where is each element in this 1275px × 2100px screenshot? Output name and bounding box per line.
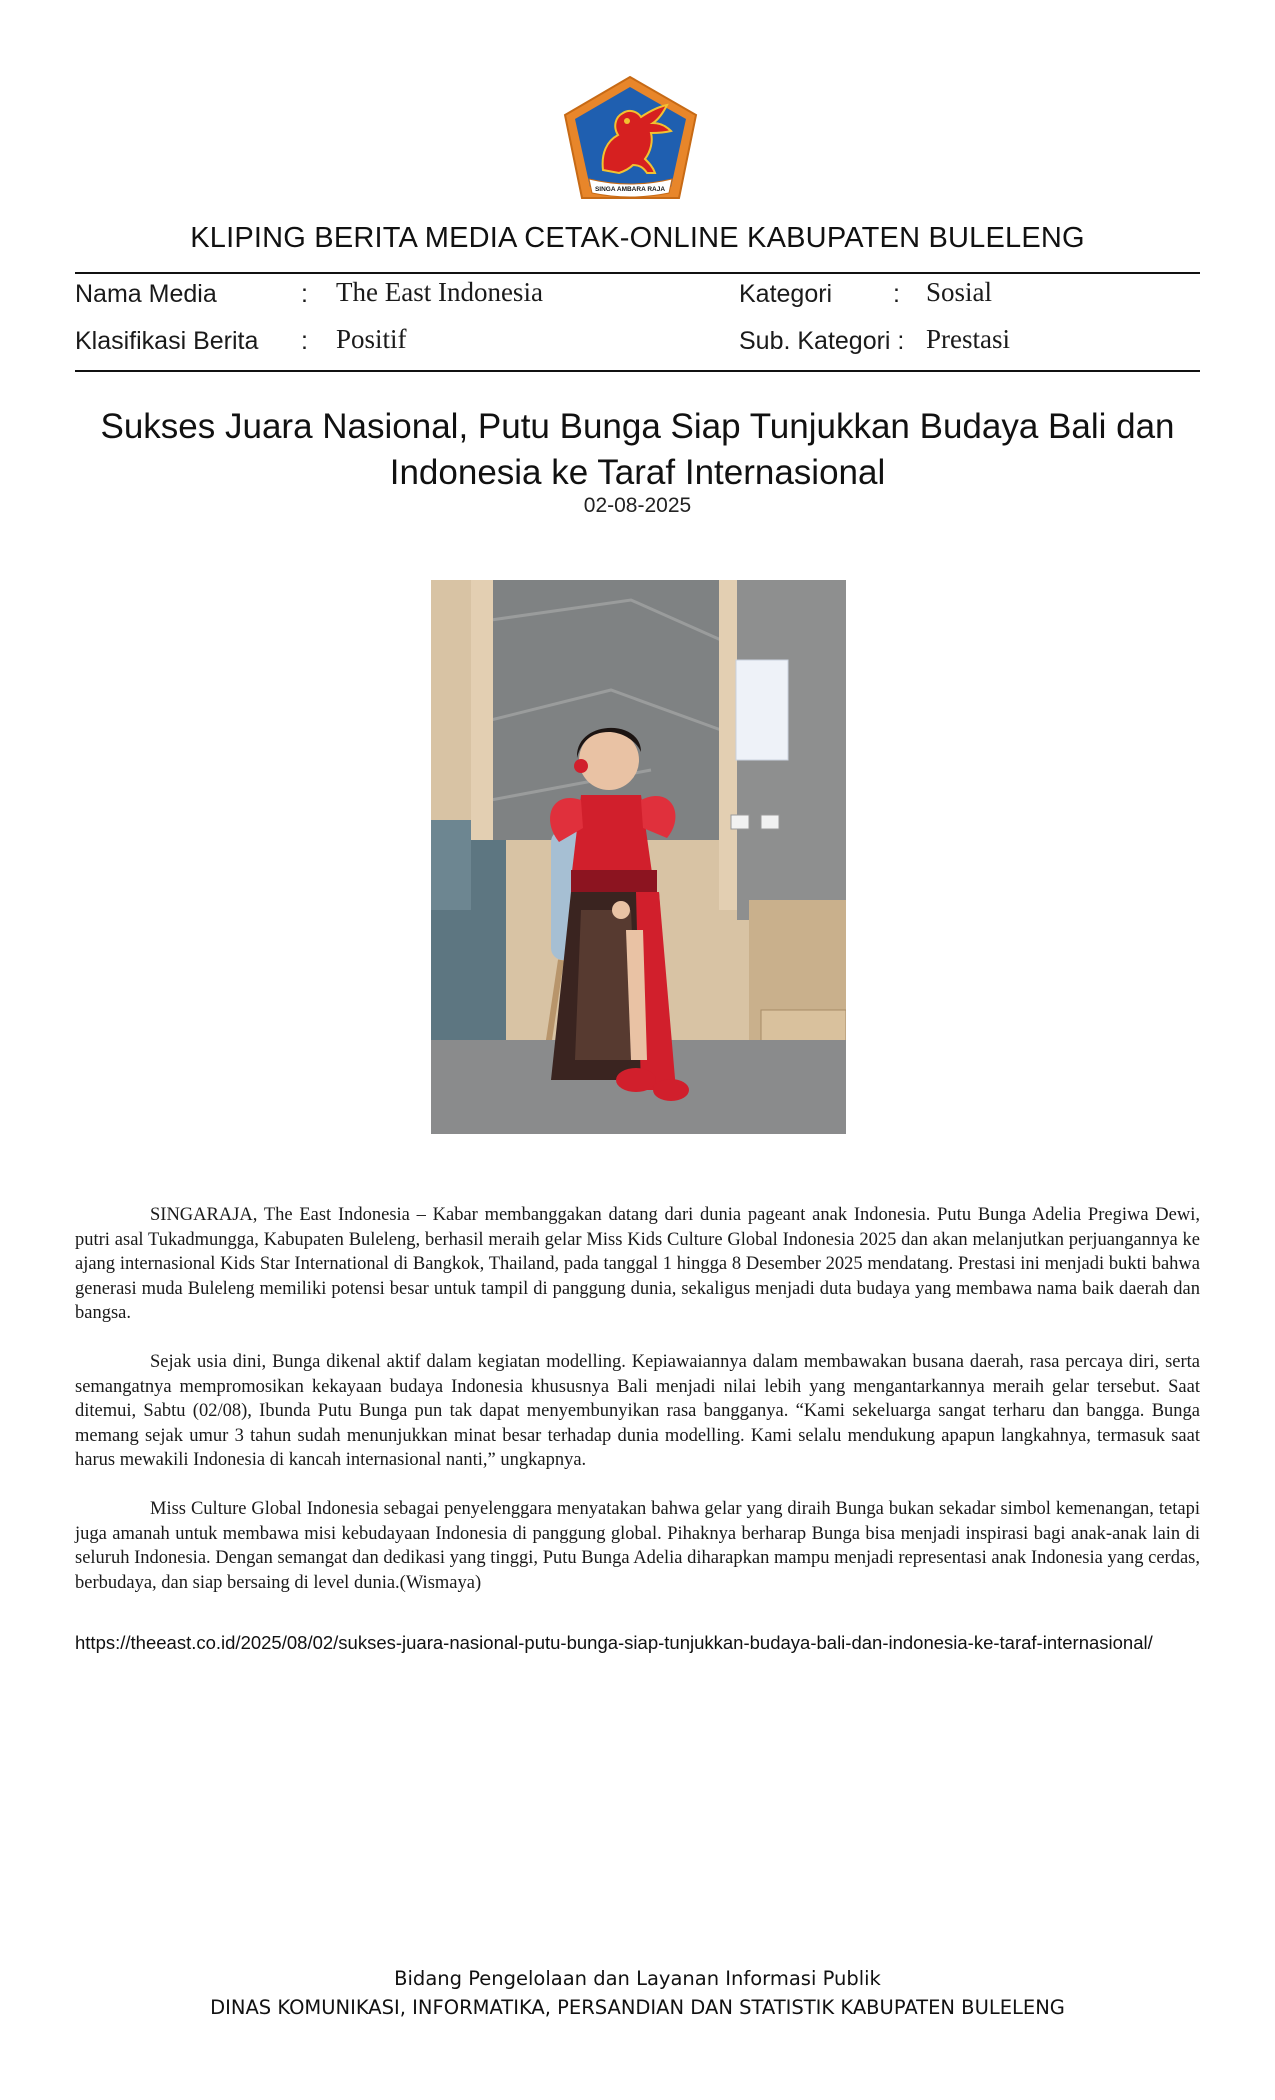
sub-kategori-label: Sub. Kategori :	[739, 327, 905, 355]
article-headline: Sukses Juara Nasional, Putu Bunga Siap Tunjukkan Budaya Bali dan Indonesia ke Taraf Internasional	[100, 407, 1175, 492]
klasifikasi-label: Klasifikasi Berita	[75, 327, 259, 355]
nama-media-label: Nama Media	[75, 280, 217, 308]
nama-media-value: The East Indonesia	[336, 277, 543, 307]
sub-kategori-value: Prestasi	[926, 324, 1010, 354]
top-divider	[75, 272, 1200, 274]
svg-text:SINGA AMBARA RAJA: SINGA AMBARA RAJA	[594, 186, 666, 193]
footer-department: Bidang Pengelolaan dan Layanan Informasi Publik	[394, 1967, 881, 1990]
kategori-value: Sosial	[926, 277, 993, 307]
footer	[0, 1964, 1275, 2022]
article-paragraph: SINGARAJA, The East Indonesia – Kabar membanggakan datang dari dunia pageant anak Indonesia. Putu Bunga Adelia Pregiwa Dewi, putri asal Tukadmungga, Kabupaten Buleleng, berhasil meraih gelar Miss Kids Culture Global Indonesia 2025 dan akan melanjutkan perjuangannya ke ajang internasional Kids Star International di Bangkok, Thailand, pada tanggal 1 hingga 8 Desember 2025 mendatang. Prestasi ini menjadi bukti bahwa generasi muda Buleleng memiliki potensi besar untuk tampil di panggung dunia, sekaligus menjadi duta budaya yang membawa nama baik daerah dan bangsa.	[75, 1205, 1200, 1324]
footer-agency: DINAS KOMUNIKASI, INFORMATIKA, PERSANDIAN DAN STATISTIK KABUPATEN BULELENG	[210, 1996, 1065, 2019]
buleleng-logo	[563, 75, 698, 200]
article-date: 02-08-2025	[583, 494, 692, 517]
document-title: KLIPING BERITA MEDIA CETAK-ONLINE KABUPATEN BULELENG	[190, 222, 1085, 254]
article-paragraph: Miss Culture Global Indonesia sebagai penyelenggara menyatakan bahwa gelar yang diraih Bunga bukan sekadar simbol kemenangan, tetapi juga amanah untuk membawa misi kebudayaan Indonesia di panggung global. Pihaknya berharap Bunga bisa menjadi inspirasi bagi anak-anak lain di seluruh Indonesia. Dengan semangat dan dedikasi yang tinggi, Putu Bunga Adelia diharapkan mampu menjadi representasi anak Indonesia yang cerdas, berbudaya, dan siap bersaing di level dunia.(Wismaya)	[75, 1498, 1200, 1593]
bottom-divider	[75, 370, 1200, 372]
separator: :	[893, 280, 900, 308]
article-paragraph: Sejak usia dini, Bunga dikenal aktif dalam kegiatan modelling. Kepiawaiannya dalam membawakan busana daerah, rasa percaya diri, serta semangatnya mempromosikan kekayaan budaya Indonesia khususnya Bali menjadi nilai lebih yang mengantarkannya meraih gelar tersebut. Saat ditemui, Sabtu (02/08), Ibunda Putu Bunga pun tak dapat menyembunyikan rasa bangganya. “Kami sekeluarga sangat terharu dan bangga. Bunga memang sejak umur 3 tahun sudah menunjukkan minat besar terhadap dunia modelling. Kami selalu mendukung apapun langkahnya, termasuk saat harus mewakili Indonesia di kancah internasional nanti,” ungkapnya.	[75, 1351, 1200, 1471]
meta-row-1	[75, 277, 1200, 316]
separator: :	[301, 280, 308, 308]
article-body	[75, 1203, 1200, 1619]
kategori-label: Kategori	[739, 280, 833, 308]
klasifikasi-value: Positif	[336, 324, 407, 354]
meta-row-2	[75, 324, 1200, 363]
separator: :	[301, 327, 308, 355]
article-photo	[431, 580, 846, 1134]
source-link[interactable]: https://theeast.co.id/2025/08/02/sukses-juara-nasional-putu-bunga-siap-tunjukkan-budaya-bali-dan-indonesia-ke-taraf-internasional/	[75, 1632, 1153, 1653]
